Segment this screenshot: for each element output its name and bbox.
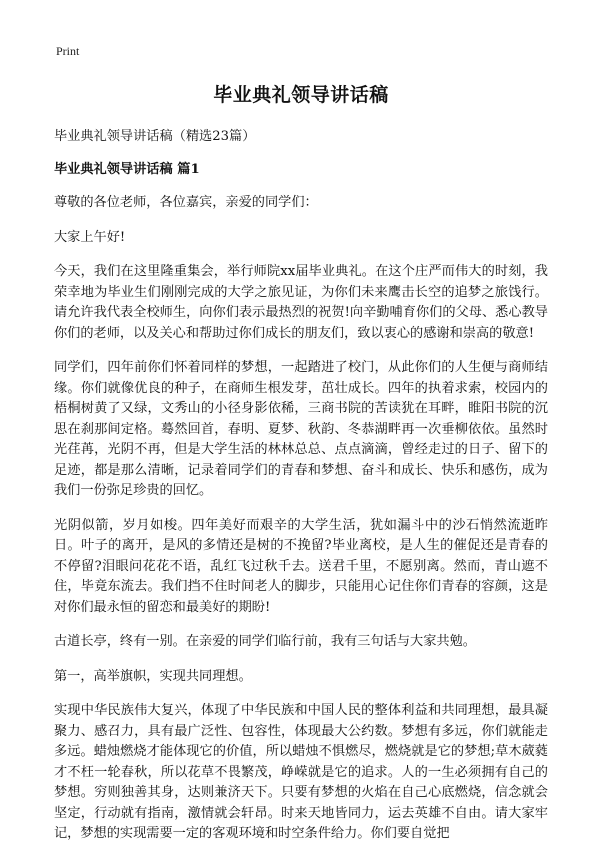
document-subtitle: 毕业典礼领导讲话稿（精选23篇） bbox=[54, 129, 256, 144]
paragraph-greeting: 尊敬的各位老师，各位嘉宾，亲爱的同学们： bbox=[54, 195, 318, 210]
section-heading: 毕业典礼领导讲话稿 篇1 bbox=[54, 162, 200, 177]
paragraph-farewell: 古道长亭，终有一别。在亲爱的同学们临行前，我有三句话与大家共勉。 bbox=[54, 634, 476, 649]
print-link[interactable]: Print bbox=[56, 44, 80, 58]
paragraph-point-one: 第一，高举旗帜，实现共同理想。 bbox=[54, 668, 252, 684]
paragraph-ideal: 实现中华民族伟大复兴，体现了中华民族和中国人民的整体利益和共同理想，最具凝聚力、感召力，具有最广泛性、包容性，体现最大公约数。梦想有多远，你们就能走多远。蜡烛燃烧才能体现它的价值，所以蜡烛不惧燃尽，燃烧就是它的梦想;草木葳蕤才不枉一轮春秋，所以花草不畏繁茂，峥嵘就是它的追求。人的一生必须拥有自己的梦想。穷则独善其身，达则兼济天下。只要有梦想的火焰在自己心底燃烧，信念就会坚定，行动就有指南，激情就会轩昂。时来天地皆同力，运去英雄不自由。请大家牢记，梦想的实现需要一定的客观环境和时空条件给力。你们要自觉把 bbox=[54, 703, 548, 841]
paragraph-time: 光阴似箭，岁月如梭。四年美好而艰辛的大学生活，犹如漏斗中的沙石悄然流逝昨日。叶子的离开，是风的多情还是树的不挽留?毕业离校，是人生的催促还是青春的不停留?泪眼问花花不语，乱红飞过秋千去。送君千里，不愿别离。然而，青山遮不住，毕竟东流去。我们挡不住时间老人的脚步，只能用心记住你们青春的容颜，这是对你们最永恒的留恋和最美好的期盼! bbox=[54, 517, 548, 615]
paragraph-opening: 今天，我们在这里隆重集会，举行师院xx届毕业典礼。在这个庄严而伟大的时刻，我荣幸地为毕业生们刚刚完成的大学之旅见证，为你们未来鹰击长空的追梦之旅饯行。请允许我代表全校师生，向你们表示最热烈的祝贺!向辛勤哺育你们的父母、悉心教导你们的老师，以及关心和帮助过你们成长的朋友们，致以衷心的感谢和崇高的敬意! bbox=[54, 264, 548, 341]
paragraph-memories: 同学们，四年前你们怀着同样的梦想，一起踏进了校门，从此你们的人生便与商师结缘。你们就像优良的种子，在商师生根发芽，茁壮成长。四年的执着求索，校园内的梧桐树黄了又绿，文秀山的小径身影依稀，三商书院的苦读犹在耳畔，睢阳书院的沉思在刹那间定格。蓦然回首，春明、夏梦、秋韵、冬恭湖畔再一次垂柳依依。虽然时光荏苒，光阴不再，但是大学生活的林林总总、点点滴滴，曾经走过的日子、留下的足迹，都是那么清晰，记录着同学们的青春和梦想、奋斗和成长、快乐和感伤，成为我们一份弥足珍贵的回忆。 bbox=[54, 360, 548, 498]
paragraph-hello: 大家上午好! bbox=[54, 229, 126, 245]
document-title: 毕业典礼领导讲话稿 bbox=[213, 84, 389, 106]
